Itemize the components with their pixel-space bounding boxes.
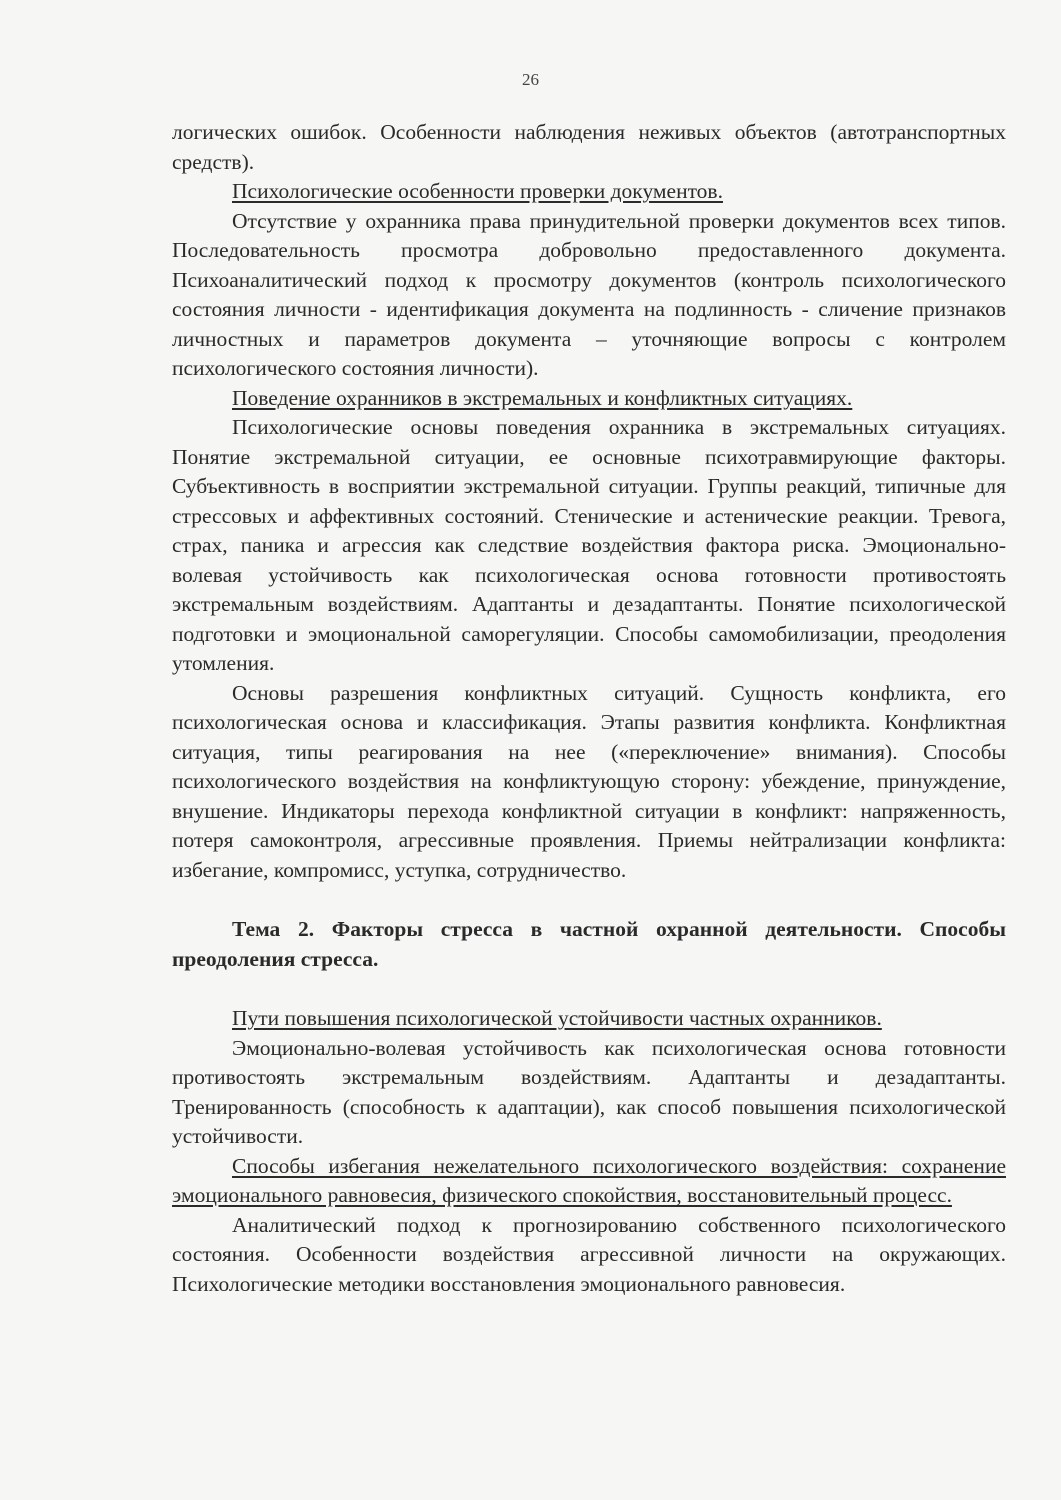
subheading-extreme-situations xyxy=(172,384,1006,414)
paragraph-stability: Эмоционально-волевая устойчивость как психологическая основа готовности противостоять экстремальным воздействиям. Адаптанты и дезадаптанты. Тренированность (способность к адаптации), как способ повышения психологической устойчивости. xyxy=(172,1035,1006,1148)
subheading-avoidance-text: Способы избегания нежелательного психологического воздействия: сохранение эмоционального равновесия, физического спокойствия, восстановительный процесс. xyxy=(172,1153,1006,1207)
subheading-stability xyxy=(172,1004,1006,1034)
subheading-stability-text: Пути повышения психологической устойчивости частных охранников. xyxy=(232,1006,882,1030)
paragraph-analytical-approach: Аналитический подход к прогнозированию собственного психологического состояния. Особенности воздействия агрессивной личности на окружающих. Психологические методики восстановления эмоционального равновесия. xyxy=(172,1212,1006,1296)
page-body xyxy=(172,118,1006,1299)
spacer xyxy=(172,974,1006,1004)
page-number: 26 xyxy=(522,70,539,89)
spacer xyxy=(172,885,1006,915)
paragraph-document-check: Отсутствие у охранника права принудительной проверки документов всех типов. Последовательность просмотра добровольно предоставленного документа. Психоаналитический подход к просмотру документов (контроль психологического состояния личности - идентификация документа на подлинность - сличение признаков личностных и параметров документа – уточняющие вопросы с контролем психологического состояния личности). xyxy=(172,208,1006,380)
paragraph-extreme-situations: Психологические основы поведения охранника в экстремальных ситуациях. Понятие экстремальной ситуации, ее основные психотравмирующие факторы. Субъективность в восприятии экстремальной ситуации. Группы реакций, типичные для стрессовых и аффективных состояний. Стенические и астенические реакции. Тревога, страх, паника и агрессия как следствие воздействия фактора риска. Эмоционально-волевая устойчивость как психологическая основа готовности противостоять экстремальным воздействиям. Адаптанты и дезадаптанты. Понятие психологической подготовки и эмоциональной саморегуляции. Способы самомобилизации, преодоления утомления. xyxy=(172,415,1006,675)
subheading-document-check xyxy=(172,177,1006,207)
topic-heading: Тема 2. Факторы стресса в частной охранной деятельности. Способы преодоления стресса. xyxy=(172,917,1006,971)
subheading-extreme-situations-text: Поведение охранников в экстремальных и конфликтных ситуациях. xyxy=(232,385,853,410)
subheading-avoidance xyxy=(172,1152,1006,1211)
paragraph-conflict-resolution: Основы разрешения конфликтных ситуаций. Сущность конфликта, его психологическая основа и классификация. Этапы развития конфликта. Конфликтная ситуация, типы реагирования на нее («переключение» внимания). Способы психологического воздействия на конфликтующую сторону: убеждение, принуждение, внушение. Индикаторы перехода конфликтной ситуации в конфликт: напряженность, потеря самоконтроля, агрессивные проявления. Приемы нейтрализации конфликта: избегание, компромисс, уступка, сотрудничество. xyxy=(172,680,1006,882)
subheading-document-check-text: Психологические особенности проверки документов. xyxy=(232,179,723,203)
paragraph-observation-end: логических ошибок. Особенности наблюдения неживых объектов (автотранспортных средств). xyxy=(172,120,1006,174)
